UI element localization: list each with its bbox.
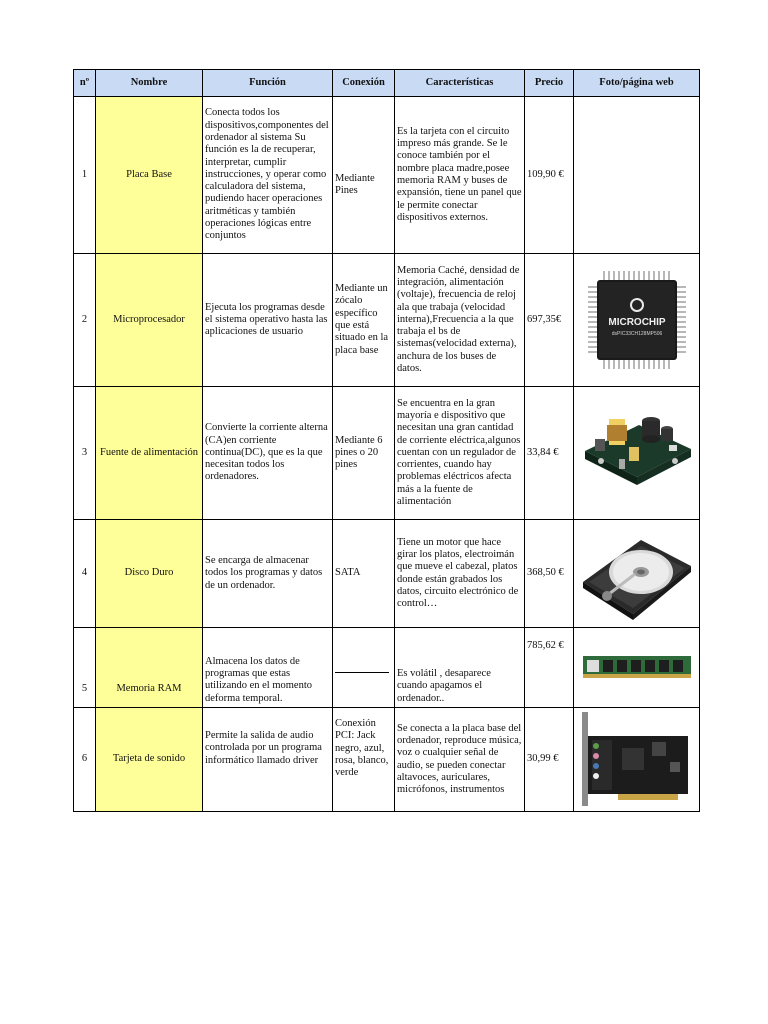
component-name: Microprocesador (96, 254, 203, 387)
component-connection: Conexión PCI: Jack negro, azul, rosa, blanco, verde (333, 708, 395, 812)
component-function: Permite la salida de audio controlada por un programa informático llamado driver (203, 708, 333, 812)
row-number: 5 (74, 628, 96, 708)
component-photo (574, 708, 700, 812)
header-num: nº (74, 70, 96, 97)
component-price: 697,35€ (525, 254, 574, 387)
hard-drive-photo (579, 524, 695, 624)
table-row (74, 708, 700, 812)
component-photo (574, 387, 700, 520)
component-price: 368,50 € (525, 520, 574, 628)
header-price: Precio (525, 70, 574, 97)
component-name: Memoria RAM (96, 628, 203, 708)
component-connection (333, 628, 395, 708)
component-connection: SATA (333, 520, 395, 628)
component-features: Es la tarjeta con el circuito impreso más grande. Se le conoce también por el nombre placa madre,posee memoria RAM y buses de expansión, tiene un panel que le permite conectar dispositivos externos. (395, 97, 525, 254)
component-connection: Mediante un zócalo específico que está situado en la placa base (333, 254, 395, 387)
component-features: Se conecta a la placa base del ordenador, reproduce música, voz o cualquier señal de audio, se pueden conectar altavoces, auriculares, micrófonos, instrumentos (395, 708, 525, 812)
row-number: 6 (74, 708, 96, 812)
header-name: Nombre (96, 70, 203, 97)
component-price: 785,62 € (525, 628, 574, 708)
component-name: Tarjeta de sonido (96, 708, 203, 812)
component-price: 30,99 € (525, 708, 574, 812)
component-name: Placa Base (96, 97, 203, 254)
table-row (74, 387, 700, 520)
component-name: Fuente de alimentación (96, 387, 203, 520)
row-number: 4 (74, 520, 96, 628)
component-features: Es volátil , desaparece cuando apagamos el ordenador.. (395, 628, 525, 708)
connection-blank-line (335, 672, 389, 673)
component-photo (574, 628, 700, 708)
table-row (74, 254, 700, 387)
component-photo (574, 520, 700, 628)
component-price: 33,84 € (525, 387, 574, 520)
header-function: Función (203, 70, 333, 97)
chip-brand: MICROCHIP (607, 317, 666, 328)
chip-model: dsPIC33CH128MP506 (611, 331, 662, 337)
component-function: Ejecuta los programas desde el sistema operativo hasta las aplicaciones de usuario (203, 254, 333, 387)
component-photo (574, 254, 700, 387)
component-function: Conecta todos los dispositivos,componentes del ordenador al sistema Su función es la de recuperar, interpretar, cumplir instrucciones, y operar como calculadora del sistema, pudiendo hacer operaciones aritméticas y también operaciones lógicas entre conjuntos (203, 97, 333, 254)
row-number: 3 (74, 387, 96, 520)
component-function: Se encarga de almacenar todos los programas y datos de un ordenador. (203, 520, 333, 628)
component-features: Se encuentra en la gran mayoría e dispositivo que necesitan una gran cantidad de corriente eléctrica,algunos cuentan con un regulador de corrientes, cuando hay problemas eléctricos afecta más a la fuente de alimentación (395, 387, 525, 520)
header-connection: Conexión (333, 70, 395, 97)
component-name: Disco Duro (96, 520, 203, 628)
header-features: Características (395, 70, 525, 97)
component-features: Memoria Caché, densidad de integración, alimentación (voltaje), frecuencia de reloj ala que trabaja (velocidad interna),Frecuencia a la que trabaja el bs de sistemas(velocidad externa), anchura de los buses de datos. (395, 254, 525, 387)
component-function: Almacena los datos de programas que estas utilizando en el momento deforma temporal. (203, 628, 333, 708)
component-features: Tiene un motor que hace girar los platos, electroimán que mueve el cabezal, platos donde están grabados los datos, circuito electrónico de control… (395, 520, 525, 628)
row-number: 2 (74, 254, 96, 387)
components-table (73, 69, 700, 812)
header-photo: Foto/página web (574, 70, 700, 97)
table-row (74, 520, 700, 628)
table-row (74, 97, 700, 254)
header-row (74, 70, 700, 97)
ram-module-photo (581, 652, 693, 682)
row-number: 1 (74, 97, 96, 254)
component-function: Convierte la corriente alterna (CA)en corriente continua(DC), que es la que necesitan todos los ordenadores. (203, 387, 333, 520)
component-connection: Mediante 6 pines o 20 pines (333, 387, 395, 520)
component-photo-empty (574, 97, 700, 254)
table-row (74, 628, 700, 708)
component-price: 109,90 € (525, 97, 574, 254)
component-connection: Mediante Pines (333, 97, 395, 254)
sound-card-photo (578, 710, 696, 810)
microchip-photo (582, 265, 692, 375)
power-supply-photo (579, 403, 695, 503)
